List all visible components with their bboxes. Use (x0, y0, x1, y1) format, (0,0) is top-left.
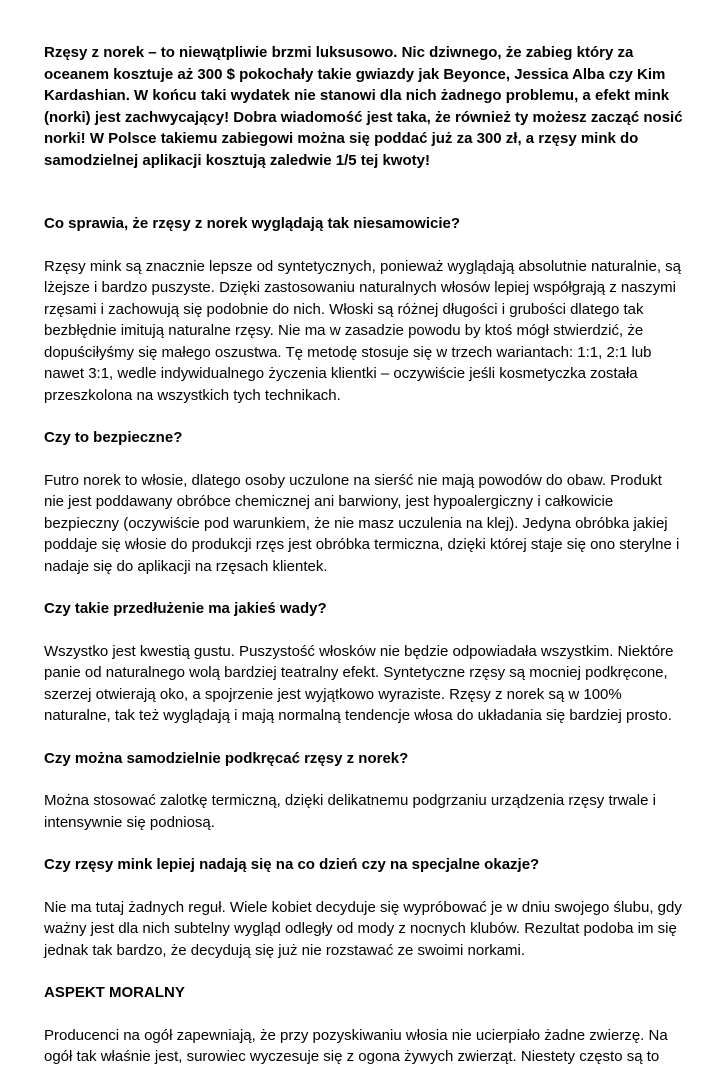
section-body-drawbacks: Wszystko jest kwestią gustu. Puszystość włosków nie będzie odpowiadała wszystkim. Niektóre panie od naturalnego wolą bardziej teatralny efekt. Syntetyczne rzęsy są mocniej podkręcone, szerzej otwierają oko, a spojrzenie jest wyjątkowo wyraziste. Rzęsy z norek są w 100% naturalne, tak też wyglądają i mają normalną tendencje włosa do układania się bardziej prosto. (44, 642, 674, 724)
section-heading-drawbacks: Czy takie przedłużenie ma jakieś wady? (44, 600, 327, 617)
document-page (44, 42, 686, 1089)
section-heading-curling: Czy można samodzielnie podkręcać rzęsy z norek? (44, 749, 409, 767)
section-heading-moral-aspect: ASPEKT MORALNY (44, 984, 185, 1001)
section-heading-appearance: Co sprawia, że rzęsy z norek wyglądają tak niesamowicie? (44, 215, 461, 232)
section-body-appearance: Rzęsy mink są znacznie lepsze od syntetycznych, ponieważ wyglądają absolutnie naturalnie, są lżejsze i bardzo puszyste. Dzięki zastosowaniu naturalnych włosów lepiej współgrają z naszymi rzęsami i zachowują się podobnie do nich. Włoski są różnej długości i grubości dlatego tak bezbłędnie imitują naturalne rzęsy. Nie ma w zasadzie powodu by ktoś mógł stwierdzić, że dopuściłyśmy się małego oszustwa. Tę metodę stosuje się w trzech wariantach: 1:1, 2:1 lub nawet 3:1, wedle indywidualnego życzenia klientki – oczywiście jeśli kosmetyczka została przeszkolona na wszystkich tych technikach. (44, 257, 682, 404)
section-body-safety: Futro norek to włosie, dlatego osoby uczulone na sierść nie mają powodów do obaw. Produkt nie jest poddawany obróbce chemicznej ani barwiony, jest hypoalergiczny i całkowicie bezpieczny (oczywiście pod warunkiem, że nie masz uczulenia na klej). Jedyna obróbka jakiej poddaje się włosie do produkcji rzęs jest obróbka termiczna, dzięki której staje się ono sterylne i nadaje się do aplikacji na rzęsach klientek. (44, 471, 680, 575)
section-heading-occasions: Czy rzęsy mink lepiej nadają się na co dzień czy na specjalne okazje? (44, 856, 540, 873)
intro-paragraph: Rzęsy z norek – to niewątpliwie brzmi luksusowo. Nic dziwnego, że zabieg który za oceanem kosztuje aż 300 $ pokochały takie gwiazdy jak Beyonce, Jessica Alba czy Kim Kardashian. W końcu taki wydatek nie stanowi dla nich żadnego problemu, a efekt mink (norki) jest zachwycający! Dobra wiadomość jest taka, że również ty możesz zacząć nosić norki! W Polsce takiemu zabiegowi można się poddać już za 300 zł, a rzęsy mink do samodzielnej aplikacji kosztują zaledwie 1/5 tej kwoty! (44, 44, 683, 169)
section-body-moral-aspect: Producenci na ogół zapewniają, że przy pozyskiwaniu włosia nie ucierpiało żadne zwierzę. Na ogół tak właśnie jest, surowiec wyczesuje się z ogona żywych zwierząt. Niestety często są to (44, 1026, 668, 1065)
section-heading-safety: Czy to bezpieczne? (44, 429, 183, 446)
section-body-curling: Można stosować zalotkę termiczną, dzięki delikatnemu podgrzaniu urządzenia rzęsy trwale i intensywnie się podniosą. (44, 792, 656, 831)
section-body-occasions: Nie ma tutaj żadnych reguł. Wiele kobiet decyduje się wypróbować je w dniu swojego ślubu, gdy ważny jest dla nich subtelny wygląd odległy od mody z nocnych klubów. Rezultat podoba im się jednak tak bardzo, że decydują się już nie rozstawać ze swoimi norkami. (44, 898, 682, 959)
